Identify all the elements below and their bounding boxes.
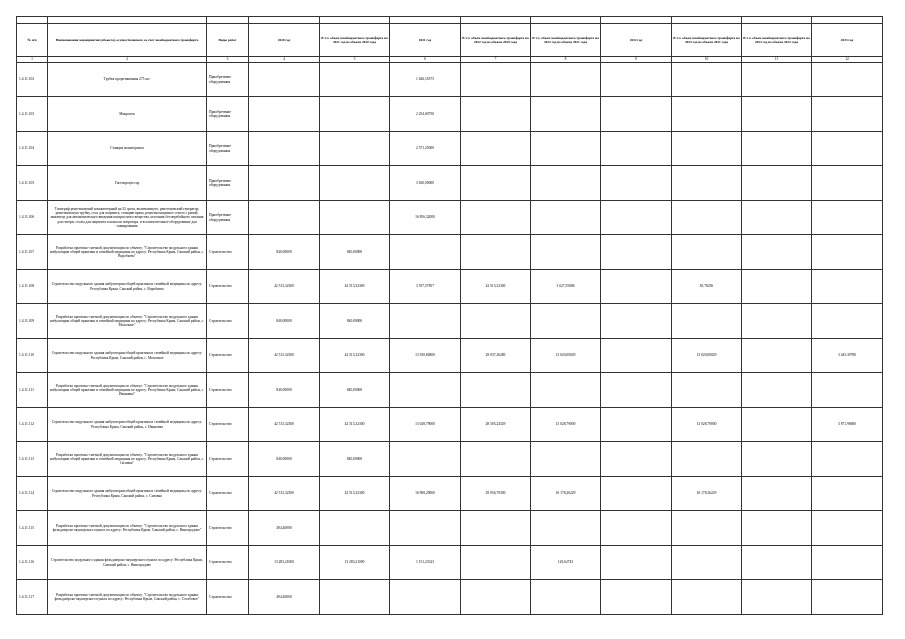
value-2022 (601, 546, 672, 580)
value-2020: 42 513,32300 (249, 270, 320, 304)
value-2022 (601, 132, 672, 166)
value-2023 (812, 201, 883, 235)
row-number: 1.4.11.113 (17, 442, 48, 477)
row-number: 1.4.11.105 (17, 166, 48, 201)
work-type: Строительство (207, 304, 249, 339)
value-2023-from-2021: 13 028,79000 (672, 408, 742, 442)
value-2022 (601, 511, 672, 546)
value-2023 (812, 373, 883, 408)
work-type: Строительство (207, 408, 249, 442)
value-2020: 42 513,32300 (249, 477, 320, 511)
work-type: Строительство (207, 580, 249, 615)
value-2023 (812, 477, 883, 511)
event-name: Станция мониторинга (48, 132, 207, 166)
row-number: 1.4.11.109 (17, 304, 48, 339)
value-2022 (601, 166, 672, 201)
column-number: 7 (461, 57, 531, 63)
value-2021-from-2020: 13 283,21000 (320, 546, 390, 580)
value-2023-from-2022 (742, 546, 812, 580)
value-2021-from-2020: 840,00000 (320, 442, 390, 477)
value-2023-from-2022 (742, 339, 812, 373)
value-2022-from-2020 (461, 97, 531, 132)
value-2021-from-2020 (320, 166, 390, 201)
value-2020: 840,00000 (249, 373, 320, 408)
value-2022 (601, 408, 672, 442)
value-2022-from-2020 (461, 166, 531, 201)
value-2023-from-2022 (742, 270, 812, 304)
value-2022 (601, 580, 672, 615)
value-2022-from-2020 (461, 201, 531, 235)
header-cell: № п/п (17, 24, 48, 57)
value-2021-from-2020: 42 513,32300 (320, 408, 390, 442)
value-2022-from-2020 (461, 304, 531, 339)
header-cell: В т.ч. объем межбюджетного трансферта на 2022 год из объема 2020 года (461, 24, 531, 57)
value-2021-from-2020: 42 513,32300 (320, 270, 390, 304)
work-type: Строительство (207, 477, 249, 511)
value-2022 (601, 442, 672, 477)
value-2023-from-2021 (672, 97, 742, 132)
value-2022-from-2020: 42 513,32300 (461, 270, 531, 304)
value-2023-from-2021 (672, 201, 742, 235)
value-2023-from-2021 (672, 442, 742, 477)
value-2022 (601, 304, 672, 339)
value-2022 (601, 339, 672, 373)
value-2023-from-2021 (672, 132, 742, 166)
value-2022-from-2021 (531, 235, 601, 270)
value-2023-from-2022 (742, 235, 812, 270)
work-type: Приобретение оборудования (207, 132, 249, 166)
value-2021-from-2020 (320, 511, 390, 546)
header-top-row (17, 17, 883, 24)
value-2022-from-2021 (531, 511, 601, 546)
event-name: Разработка проектно-сметной документации по объекту: "Строительство модульного здания фельдшерско-акушерского пункта по адресу: Республика Крым, Сакский район, с. Виноградово" (48, 511, 207, 546)
value-2021-from-2020 (320, 580, 390, 615)
value-2022-from-2021 (531, 97, 601, 132)
value-2022 (601, 97, 672, 132)
column-number: 10 (672, 57, 742, 63)
value-2021-from-2020: 840,00000 (320, 304, 390, 339)
event-name: Строительство модульного здания амбулатории общей практики и семейной медицины по адресу: Республика Крым, Сакский район, с. Молочное (48, 339, 207, 373)
table-row (17, 580, 883, 615)
value-2023-from-2022 (742, 477, 812, 511)
value-2022-from-2021 (531, 442, 601, 477)
value-2021 (390, 235, 461, 270)
table-row (17, 511, 883, 546)
value-2020 (249, 201, 320, 235)
value-2021: 3 630,00000 (390, 166, 461, 201)
value-2022-from-2020 (461, 63, 531, 97)
value-2022 (601, 63, 672, 97)
value-2023: 3 871,98680 (812, 408, 883, 442)
row-number: 1.4.11.104 (17, 132, 48, 166)
value-2021-from-2020 (320, 97, 390, 132)
value-2022-from-2021 (531, 132, 601, 166)
value-2023-from-2021: 13 020,00029 (672, 339, 742, 373)
value-2022-from-2020: 29 056,70300 (461, 477, 531, 511)
value-2020: 494,40000 (249, 580, 320, 615)
work-type: Строительство (207, 270, 249, 304)
table-row (17, 235, 883, 270)
column-number: 3 (207, 57, 249, 63)
row-number: 1.4.11.102 (17, 63, 48, 97)
work-type: Приобретение оборудования (207, 63, 249, 97)
table-row (17, 304, 883, 339)
event-name: Разработка проектно-сметной документации по объекту: "Строительство модульного здания амбулатории общей практики и семейной медицины по адресу: Республика Крым, Сакский район, с. Сизовка" (48, 442, 207, 477)
event-name: Томограф рентгеновский компьютерный на 32 среза, включающего: рентгеновский генератор, рентгеновскую трубку, стол для пациента, станцию врача, рентгенозащитное стекло с рамой, инжектор для автоматического введения контрастного вещества, источник бесперебойного питания для гентри, столы для пациента и консоли оператора, и вспомогательное оборудование для сканирования (48, 201, 207, 235)
value-2021-from-2020 (320, 63, 390, 97)
value-2021: 3 557,57857 (390, 270, 461, 304)
value-2021 (390, 373, 461, 408)
value-2020: 840,00000 (249, 235, 320, 270)
column-number: 1 (17, 57, 48, 63)
event-name: Разработка проектно-сметной документации по объекту: "Строительство модульного здания амбулатории общей практики и семейной медицины по адресу: Республика Крым, Сакский район, с. Молочное" (48, 304, 207, 339)
event-name: Гистопроцессор (48, 166, 207, 201)
header-cell: 2020 год (249, 24, 320, 57)
work-type: Приобретение оборудования (207, 166, 249, 201)
work-type: Строительство (207, 442, 249, 477)
row-number: 1.4.11.116 (17, 546, 48, 580)
work-type: Строительство (207, 546, 249, 580)
value-2023-from-2021 (672, 235, 742, 270)
value-2023 (812, 132, 883, 166)
row-number: 1.4.11.117 (17, 580, 48, 615)
column-number: 9 (601, 57, 672, 63)
value-2022-from-2020: 29 037,26280 (461, 339, 531, 373)
value-2022-from-2021: 16 178,26229 (531, 477, 601, 511)
value-2022-from-2020 (461, 442, 531, 477)
value-2021: 1 626,16575 (390, 63, 461, 97)
value-2022 (601, 270, 672, 304)
value-2020 (249, 132, 320, 166)
table-row (17, 408, 883, 442)
event-name: Строительство модульного здания фельдшерско-акушерского пункта по адресу: Республика Крым, Сакский район, с. Виноградово (48, 546, 207, 580)
table-row (17, 477, 883, 511)
column-number: 6 (390, 57, 461, 63)
value-2023-from-2021: 16 178,26229 (672, 477, 742, 511)
row-number: 1.4.11.114 (17, 477, 48, 511)
value-2023-from-2022 (742, 201, 812, 235)
value-2022 (601, 235, 672, 270)
header-cell: 2023 год (812, 24, 883, 57)
work-type: Приобретение оборудования (207, 201, 249, 235)
value-2021: 2 571,25000 (390, 132, 461, 166)
value-2021-from-2020 (320, 132, 390, 166)
value-2023 (812, 304, 883, 339)
row-number: 1.4.11.110 (17, 339, 48, 373)
value-2021 (390, 304, 461, 339)
value-2022-from-2020 (461, 373, 531, 408)
value-2023-from-2022 (742, 166, 812, 201)
column-number: 12 (812, 57, 883, 63)
value-2020: 840,00000 (249, 304, 320, 339)
row-number: 1.4.11.108 (17, 270, 48, 304)
value-2021-from-2020 (320, 201, 390, 235)
value-2022-from-2021 (531, 580, 601, 615)
event-name: Трубка прорезиненная 275 шт. (48, 63, 207, 97)
value-2021 (390, 511, 461, 546)
table-row (17, 373, 883, 408)
row-number: 1.4.11.112 (17, 408, 48, 442)
table-row (17, 63, 883, 97)
value-2022-from-2021: 13 028,79000 (531, 408, 601, 442)
value-2020: 840,00000 (249, 442, 320, 477)
value-2021: 16 856,32000 (390, 201, 461, 235)
value-2023-from-2021 (672, 511, 742, 546)
value-2022-from-2021 (531, 304, 601, 339)
work-type: Строительство (207, 373, 249, 408)
work-type: Строительство (207, 511, 249, 546)
table-row (17, 97, 883, 132)
value-2023: 3 443,39780 (812, 339, 883, 373)
value-2023 (812, 235, 883, 270)
budget-table (16, 16, 883, 615)
value-2020: 13 283,21000 (249, 546, 320, 580)
event-name: Строительство модульного здания амбулатории общей практики и семейной медицины по адресу: Республика Крым, Сакский район, с. Воробьево (48, 270, 207, 304)
value-2023-from-2021: 65,78256 (672, 270, 742, 304)
column-number: 2 (48, 57, 207, 63)
value-2022-from-2021 (531, 63, 601, 97)
value-2022-from-2021: 13 020,00029 (531, 339, 601, 373)
value-2023-from-2021 (672, 580, 742, 615)
event-name: Строительство модульного здания амбулатории общей практики и семейной медицины по адресу: Республика Крым, Сакский район, с. Ивановка (48, 408, 207, 442)
table-row (17, 546, 883, 580)
row-number: 1.4.11.106 (17, 201, 48, 235)
value-2020 (249, 63, 320, 97)
value-2022-from-2021: 3 027,55086 (531, 270, 601, 304)
value-2021-from-2020: 840,00000 (320, 373, 390, 408)
value-2022-from-2020 (461, 235, 531, 270)
value-2022 (601, 201, 672, 235)
value-2021-from-2020: 42 513,32300 (320, 477, 390, 511)
event-name: Разработка проектно-сметной документации по объекту: "Строительство модульного здания фельдшерско-акушерского пункта по адресу: Республика Крым, Сакский район, с. Столбовое" (48, 580, 207, 615)
value-2023 (812, 270, 883, 304)
value-2021: 13 550,82800 (390, 339, 461, 373)
value-2022-from-2021 (531, 166, 601, 201)
value-2021: 13 028,79000 (390, 408, 461, 442)
event-name: Разработка проектно-сметной документации по объекту: "Строительство модульного здания амбулатории общей практики и семейной медицины по адресу: Республика Крым, Сакский район, с. Воробьево" (48, 235, 207, 270)
value-2023 (812, 63, 883, 97)
value-2023-from-2022 (742, 442, 812, 477)
header-cell: В т.ч. объем межбюджетного трансферта на 2023 год из объема 2022 года (742, 24, 812, 57)
value-2020 (249, 166, 320, 201)
value-2023-from-2021 (672, 373, 742, 408)
value-2022-from-2020 (461, 132, 531, 166)
value-2022-from-2021 (531, 201, 601, 235)
value-2020: 494,40000 (249, 511, 320, 546)
value-2021 (390, 580, 461, 615)
work-type: Приобретение оборудования (207, 97, 249, 132)
value-2023-from-2021 (672, 166, 742, 201)
value-2023-from-2021 (672, 63, 742, 97)
value-2023-from-2022 (742, 408, 812, 442)
row-number: 1.4.11.103 (17, 97, 48, 132)
value-2021: 1 151,23323 (390, 546, 461, 580)
value-2020: 42 513,32300 (249, 339, 320, 373)
value-2023 (812, 511, 883, 546)
value-2023-from-2022 (742, 63, 812, 97)
value-2023 (812, 580, 883, 615)
table-row (17, 339, 883, 373)
value-2023-from-2022 (742, 97, 812, 132)
table-row (17, 442, 883, 477)
header-cell: Наименование мероприятия (объекта), осуществляемого за счет межбюджетного трансферта (48, 24, 207, 57)
value-2022 (601, 477, 672, 511)
value-2021: 2 254,69750 (390, 97, 461, 132)
work-type: Строительство (207, 339, 249, 373)
value-2023-from-2022 (742, 132, 812, 166)
value-2023 (812, 166, 883, 201)
column-number: 8 (531, 57, 601, 63)
header-cell: В т.ч. объем межбюджетного трансферта на 2022 год из объема 2021 года (531, 24, 601, 57)
header-cell: 2022 год (601, 24, 672, 57)
value-2023 (812, 97, 883, 132)
column-number: 5 (320, 57, 390, 63)
value-2023-from-2022 (742, 511, 812, 546)
value-2023 (812, 442, 883, 477)
document-sheet (16, 16, 882, 615)
event-name: Разработка проектно-сметной документации по объекту: "Строительство модульного здания амбулатории общей практики и семейной медицины по адресу: Республика Крым, Сакский район, с. Ивановка" (48, 373, 207, 408)
row-number: 1.4.11.111 (17, 373, 48, 408)
header-cell: В т.ч. объем межбюджетного трансферта на 2021 год из объема 2020 года (320, 24, 390, 57)
header-cell: 2021 год (390, 24, 461, 57)
value-2023-from-2022 (742, 580, 812, 615)
row-number: 1.4.11.107 (17, 235, 48, 270)
row-number: 1.4.11.115 (17, 511, 48, 546)
value-2023 (812, 546, 883, 580)
event-name: Строительство модульного здания амбулатории общей практики и семейной медицины по адресу: Республика Крым, Сакский район, с. Сизовка (48, 477, 207, 511)
table-row (17, 201, 883, 235)
value-2023-from-2021 (672, 304, 742, 339)
value-2022-from-2021 (531, 373, 601, 408)
value-2022 (601, 373, 672, 408)
value-2021 (390, 442, 461, 477)
value-2020 (249, 97, 320, 132)
header-cell: В т.ч. объем межбюджетного трансферта на 2023 год из объема 2021 года (672, 24, 742, 57)
event-name: Микроток (48, 97, 207, 132)
header-row (17, 24, 883, 57)
value-2023-from-2022 (742, 304, 812, 339)
table-row (17, 166, 883, 201)
value-2022-from-2020 (461, 580, 531, 615)
column-number: 4 (249, 57, 320, 63)
column-number: 11 (742, 57, 812, 63)
value-2021: 16 908,29000 (390, 477, 461, 511)
value-2022-from-2020 (461, 546, 531, 580)
value-2022-from-2021: 129,62743 (531, 546, 601, 580)
value-2021-from-2020: 840,00000 (320, 235, 390, 270)
value-2023-from-2022 (742, 373, 812, 408)
table-row (17, 132, 883, 166)
value-2021-from-2020: 42 513,32300 (320, 339, 390, 373)
value-2022-from-2020 (461, 511, 531, 546)
table-row (17, 270, 883, 304)
value-2022-from-2020: 28 505,24329 (461, 408, 531, 442)
value-2020: 42 513,32300 (249, 408, 320, 442)
value-2023-from-2021 (672, 546, 742, 580)
header-cell: Виды работ (207, 24, 249, 57)
work-type: Строительство (207, 235, 249, 270)
